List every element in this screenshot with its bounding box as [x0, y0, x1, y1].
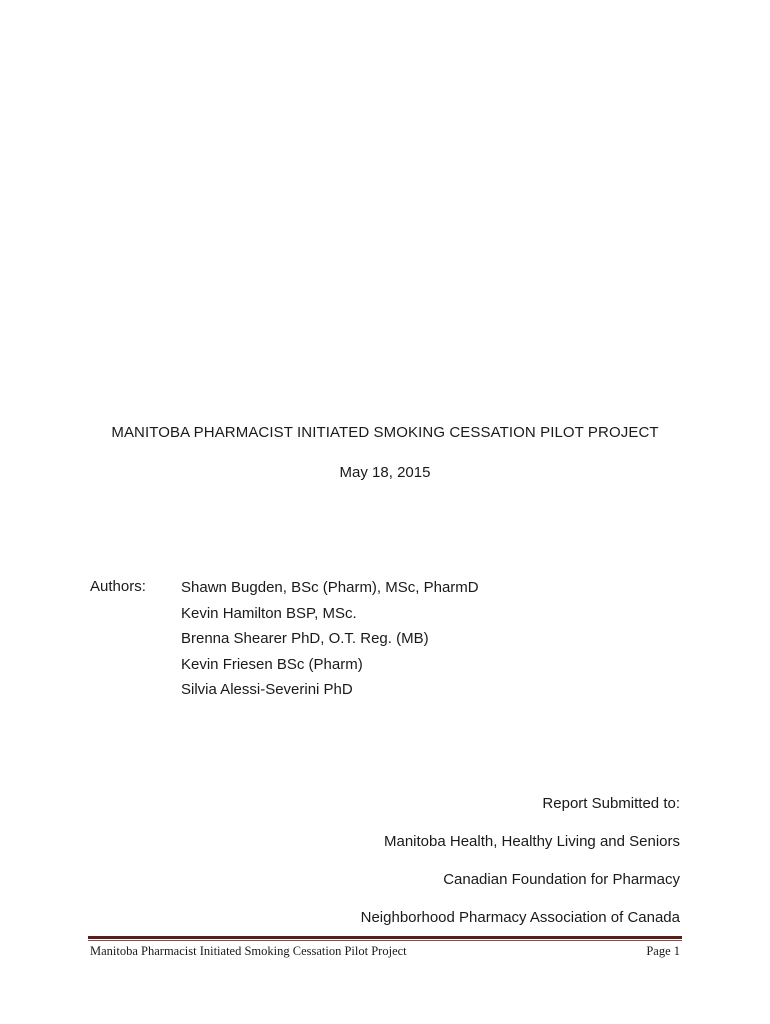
- authors-label: Authors:: [90, 578, 146, 595]
- document-title: MANITOBA PHARMACIST INITIATED SMOKING CESSATION PILOT PROJECT: [111, 424, 659, 441]
- author-item: Kevin Hamilton BSP, MSc.: [181, 604, 357, 622]
- footer-divider: [88, 936, 682, 939]
- author-item: Kevin Friesen BSc (Pharm): [181, 655, 363, 673]
- submitted-to-heading: Report Submitted to:: [542, 795, 680, 812]
- page-number: Page 1: [646, 944, 680, 958]
- author-item: Brenna Shearer PhD, O.T. Reg. (MB): [181, 630, 429, 647]
- author-item: Shawn Bugden, BSc (Pharm), MSc, PharmD: [181, 579, 479, 596]
- footer-document-title: Manitoba Pharmacist Initiated Smoking Cessation Pilot Project: [90, 944, 407, 958]
- authors-list: [181, 578, 479, 706]
- recipient-item: Manitoba Health, Healthy Living and Seniors: [383, 833, 680, 850]
- recipient-item: Canadian Foundation for Pharmacy: [443, 871, 680, 888]
- footer-divider-thin: [88, 940, 682, 941]
- recipient-item: Neighborhood Pharmacy Association of Canada: [360, 909, 680, 926]
- submitted-to-list: [361, 794, 680, 946]
- author-item: Silvia Alessi-Severini PhD: [181, 681, 353, 698]
- document-date: May 18, 2015: [339, 464, 431, 481]
